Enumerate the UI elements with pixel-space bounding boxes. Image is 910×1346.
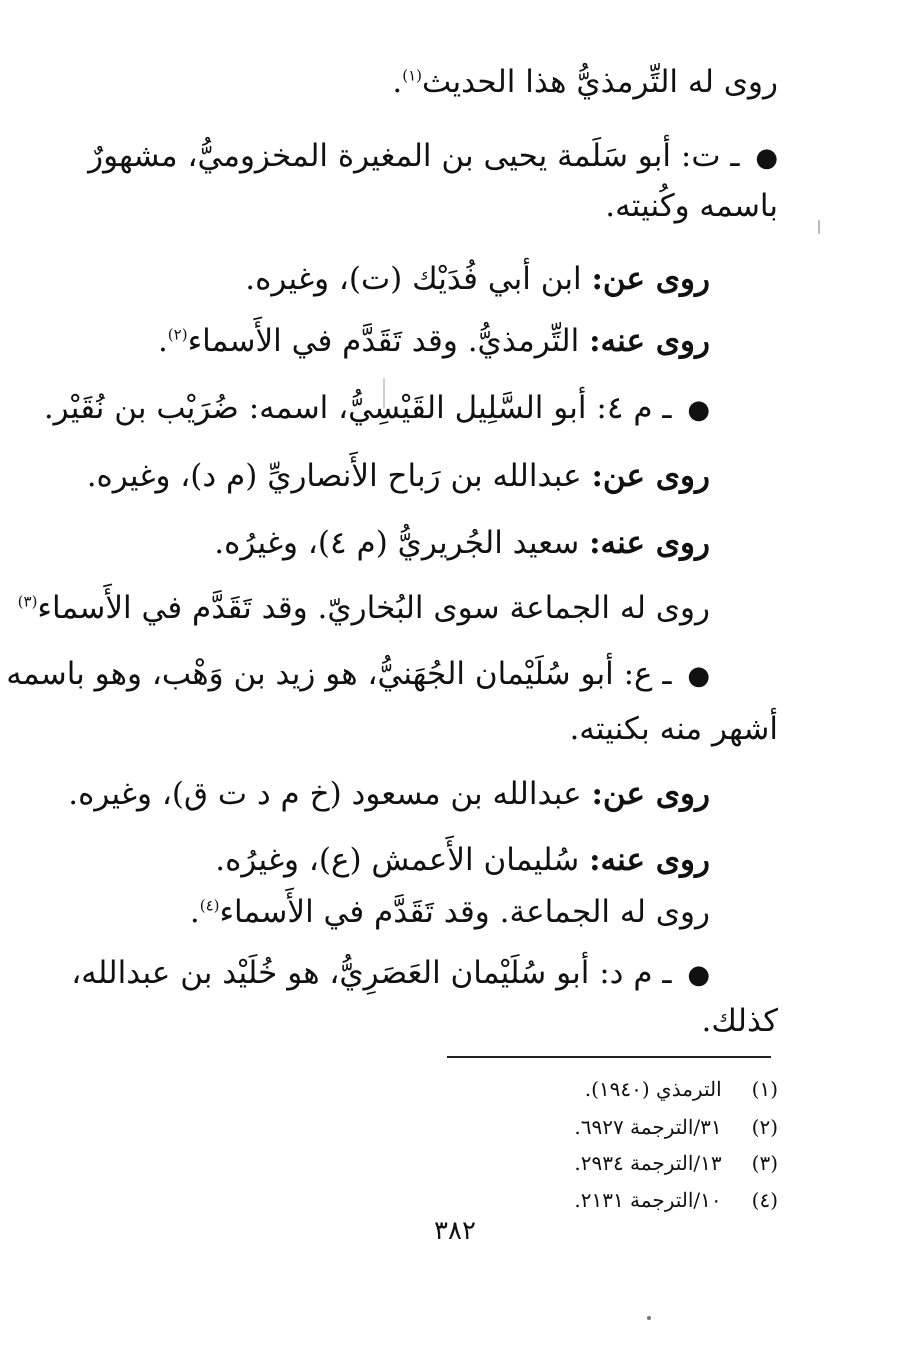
line-label: روى عن: (591, 261, 710, 297)
footnote-ref: (٢) (167, 325, 188, 344)
text-line (18, 588, 710, 628)
line-text: روى له التِّرمذيُّ هذا الحديث (422, 64, 778, 100)
entry-heading-line (44, 388, 710, 430)
bullet-icon: ● (687, 395, 710, 425)
scan-speck (383, 378, 385, 408)
line-text: ـ ت: أبو سَلَمة يحيى بن المغيرة المخزوميُّ، مشهورٌ (88, 138, 740, 174)
bullet-icon: ● (755, 143, 778, 173)
scan-speck (647, 1316, 651, 1320)
line-text: سُليمان الأَعمش (ع)، وغيرُه. (215, 842, 580, 878)
footnote (574, 1114, 778, 1140)
narrated-from-line (87, 456, 710, 496)
line-text: أشهر منه بكنيته. (569, 711, 778, 747)
line-text: باسمه وكُنيته. (605, 188, 778, 224)
line-end: . (392, 64, 403, 100)
line-text: روى له الجماعة سوى البُخاريّ. وقد تَقَدَّم في الأَسماء (37, 590, 710, 626)
narrated-by-line (214, 523, 710, 563)
text-line (392, 62, 778, 102)
text-line (569, 709, 778, 749)
bullet-icon: ● (687, 960, 710, 990)
footnote-ref: (٣) (17, 592, 38, 611)
footnote-ref: (١) (402, 66, 422, 85)
line-text: ـ م ٤: أبو السَّلِيل القَيْسِيُّ، اسمه: ضُرَيْب بن نُقَيْر. (43, 390, 672, 426)
footnote-number: (٤) (751, 1188, 778, 1212)
narrated-by-line (215, 840, 710, 880)
entry-heading-line (88, 136, 778, 178)
line-text: روى له الجماعة. وقد تَقَدَّم في الأَسماء (219, 894, 710, 930)
text-line (190, 892, 710, 932)
footnote-text: ١٣/الترجمة ٢٩٣٤. (574, 1151, 722, 1175)
footnote (585, 1076, 778, 1102)
footnote-text: ١٠/الترجمة ٢١٣١. (574, 1188, 722, 1212)
bullet-icon: ● (687, 661, 710, 691)
line-text: التِّرمذيُّ. وقد تَقَدَّم في الأَسماء (187, 323, 580, 359)
line-text: ابن أبي فُدَيْك (ت)، وغيره. (245, 261, 582, 297)
line-label: روى عن: (591, 776, 710, 812)
line-label: روى عنه: (589, 525, 710, 561)
footnote-number: (١) (751, 1077, 778, 1101)
footnote-ref: (٤) (199, 896, 220, 915)
line-end: . (189, 894, 200, 930)
line-text: عبدالله بن مسعود (خ م د ت ق)، وغيره. (68, 776, 582, 812)
footnote-text: ٣١/الترجمة ٦٩٢٧. (574, 1115, 722, 1139)
text-line (605, 186, 778, 226)
line-end: . (157, 323, 168, 359)
entry-heading-line (6, 654, 710, 696)
line-text: ـ م د: أبو سُلَيْمان العَصَرِيُّ، هو خُلَيْد بن عبدالله، (71, 955, 672, 991)
scan-speck (818, 220, 820, 234)
footnote (574, 1187, 778, 1213)
footnote-separator (447, 1056, 771, 1058)
narrated-from-line (245, 259, 710, 299)
footnote (574, 1150, 778, 1176)
line-text: كذلك. (701, 1003, 778, 1039)
text-line (702, 1001, 778, 1041)
line-text: ـ ع: أبو سُلَيْمان الجُهَنيُّ، هو زيد بن وَهْب، وهو باسمه (6, 656, 672, 692)
narrated-by-line (158, 321, 710, 361)
footnote-text: الترمذي (١٩٤٠). (584, 1077, 722, 1101)
line-text: عبدالله بن رَباح الأَنصاريِّ (م د)، وغيره. (86, 458, 582, 494)
line-label: روى عنه: (589, 323, 710, 359)
footnote-number: (٣) (751, 1151, 778, 1175)
footnote-number: (٢) (751, 1115, 778, 1139)
page-number: ٣٨٢ (434, 1216, 476, 1246)
line-text: سعيد الجُريريُّ (م ٤)، وغيرُه. (214, 525, 580, 561)
line-label: روى عنه: (589, 842, 710, 878)
entry-heading-line (71, 953, 710, 995)
narrated-from-line (68, 774, 710, 814)
line-label: روى عن: (591, 458, 710, 494)
